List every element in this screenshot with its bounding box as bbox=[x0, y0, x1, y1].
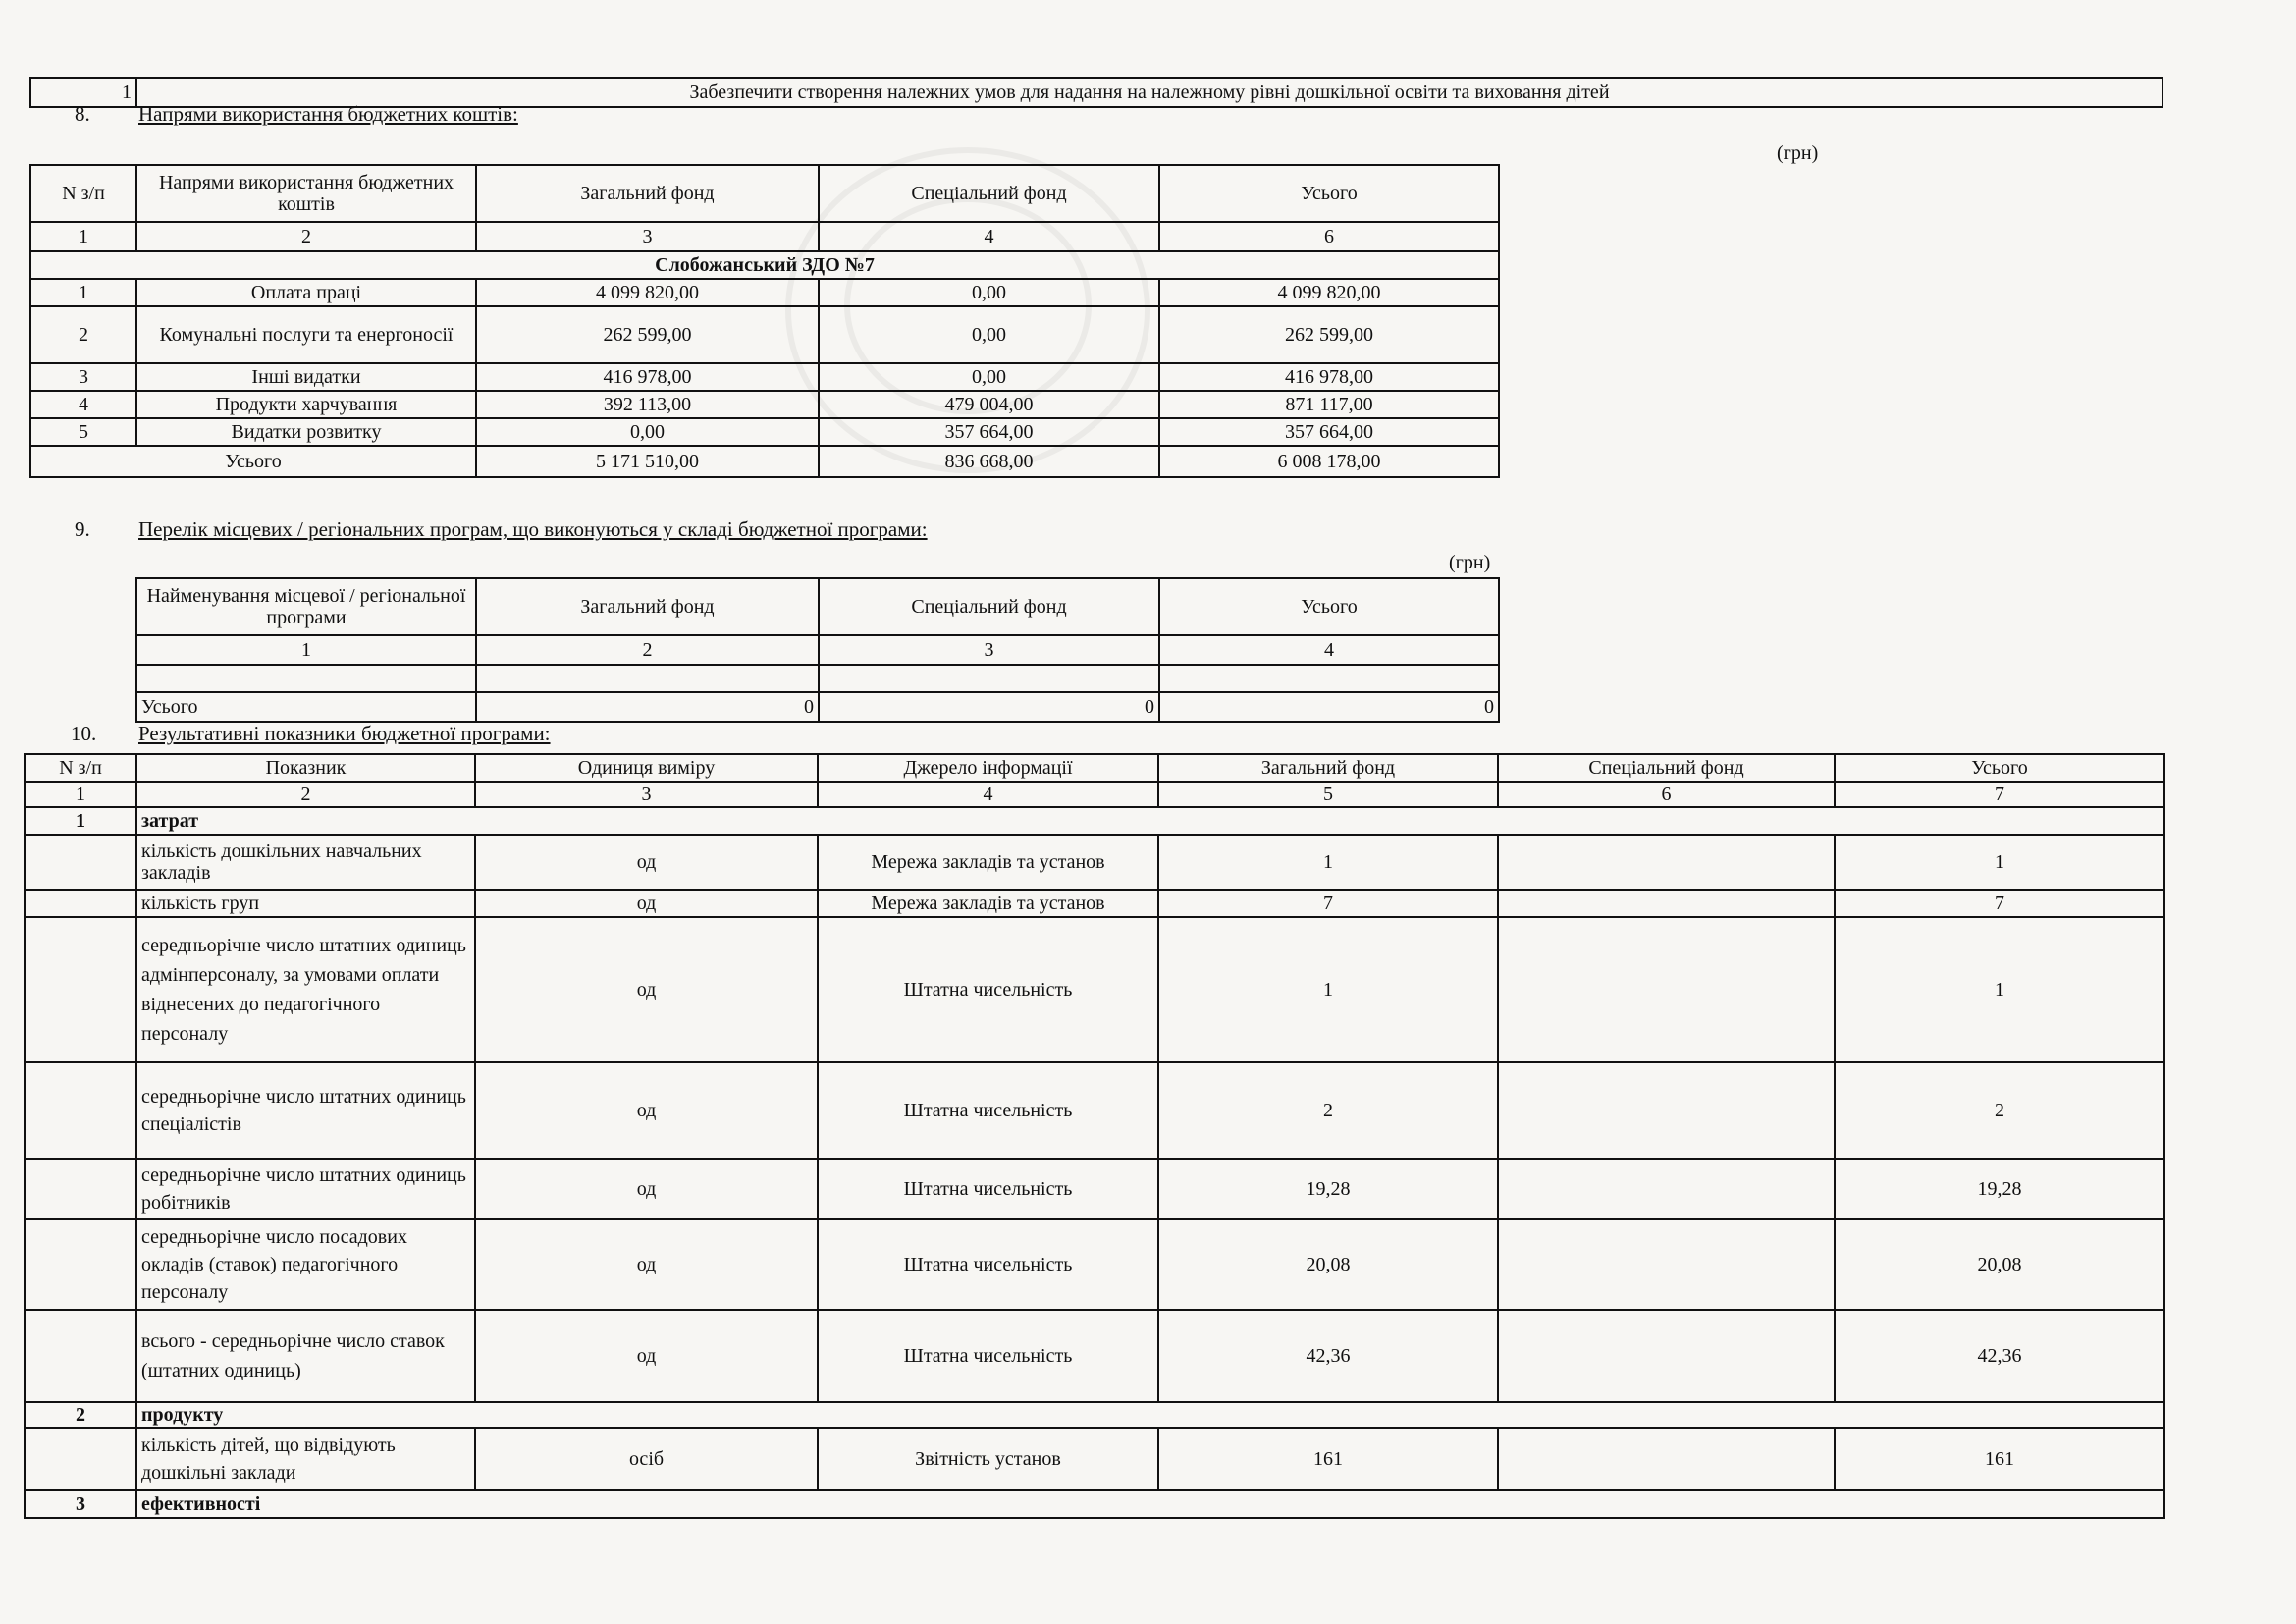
s10-row-total: 7 bbox=[1835, 890, 2164, 917]
table-row-total bbox=[136, 692, 1499, 722]
s10-group-num: 1 bbox=[25, 807, 136, 835]
s10-row-name: середньорічне число посадових окладів (ставок) педагогічного персоналу bbox=[136, 1219, 475, 1310]
s10-row-general: 161 bbox=[1158, 1428, 1498, 1490]
s9-colnum: 4 bbox=[1159, 635, 1499, 665]
s10-row-source: Штатна чисельність bbox=[818, 1310, 1158, 1402]
section9-table bbox=[135, 577, 1500, 723]
s8-row-total: 357 664,00 bbox=[1159, 418, 1499, 446]
s8-row-general: 4 099 820,00 bbox=[476, 279, 819, 306]
empty-cell bbox=[25, 1219, 136, 1310]
s10-row-name: кількість дітей, що відвідують дошкільні заклади bbox=[136, 1428, 475, 1490]
s10-group-title: ефективності bbox=[136, 1490, 2164, 1518]
s10-row-general: 19,28 bbox=[1158, 1159, 1498, 1219]
s10-row-unit: од bbox=[475, 917, 818, 1062]
table-row bbox=[30, 363, 1499, 391]
s10-row-name: середньорічне число штатних одиниць адмінперсоналу, за умовами оплати віднесених до педагогічного персоналу bbox=[136, 917, 475, 1062]
s8-row-special: 0,00 bbox=[819, 306, 1159, 363]
s9-header-general: Загальний фонд bbox=[476, 578, 819, 635]
s10-row-name: всього - середньорічне число ставок (штатних одиниць) bbox=[136, 1310, 475, 1402]
empty-cell bbox=[136, 665, 476, 692]
s9-total-total: 0 bbox=[1159, 692, 1499, 722]
section10-table bbox=[24, 753, 2165, 1519]
table-row bbox=[25, 890, 2164, 917]
section9-unit: (грн) bbox=[1449, 552, 1491, 573]
s10-row-special bbox=[1498, 917, 1835, 1062]
s8-row-total: 4 099 820,00 bbox=[1159, 279, 1499, 306]
s8-row-special: 0,00 bbox=[819, 363, 1159, 391]
empty-cell bbox=[25, 1159, 136, 1219]
s10-row-name: кількість груп bbox=[136, 890, 475, 917]
s10-row-unit: од bbox=[475, 890, 818, 917]
empty-cell bbox=[819, 665, 1159, 692]
s8-row-num: 2 bbox=[30, 306, 136, 363]
section10-title: Результативні показники бюджетної програми: bbox=[138, 722, 551, 745]
s8-row-num: 5 bbox=[30, 418, 136, 446]
s8-row-num: 4 bbox=[30, 391, 136, 418]
s10-row-special bbox=[1498, 835, 1835, 890]
table-row bbox=[30, 306, 1499, 363]
empty-cell bbox=[1159, 665, 1499, 692]
s10-header-indicator: Показник bbox=[136, 754, 475, 782]
table-row bbox=[25, 1062, 2164, 1159]
s8-total-general: 5 171 510,00 bbox=[476, 446, 819, 477]
s10-row-special bbox=[1498, 1428, 1835, 1490]
s8-row-name: Продукти харчування bbox=[136, 391, 476, 418]
s9-header-program: Найменування місцевої / регіональної програми bbox=[136, 578, 476, 635]
top-row-num: 1 bbox=[30, 78, 136, 107]
s10-header-general: Загальний фонд bbox=[1158, 754, 1498, 782]
s8-row-general: 392 113,00 bbox=[476, 391, 819, 418]
s10-row-source: Звітність установ bbox=[818, 1428, 1158, 1490]
s10-row-source: Мережа закладів та установ bbox=[818, 835, 1158, 890]
top-row-text: Забезпечити створення належних умов для надання на належному рівні дошкільної освіти та виховання дітей bbox=[136, 78, 2163, 107]
empty-cell bbox=[25, 917, 136, 1062]
s9-total-label: Усього bbox=[136, 692, 476, 722]
s8-row-total: 262 599,00 bbox=[1159, 306, 1499, 363]
s10-row-general: 1 bbox=[1158, 835, 1498, 890]
s10-row-special bbox=[1498, 1310, 1835, 1402]
s10-colnum: 4 bbox=[818, 782, 1158, 807]
s8-row-total: 416 978,00 bbox=[1159, 363, 1499, 391]
s10-colnum: 7 bbox=[1835, 782, 2164, 807]
s8-row-general: 416 978,00 bbox=[476, 363, 819, 391]
s9-colnum: 2 bbox=[476, 635, 819, 665]
group-row bbox=[25, 1490, 2164, 1518]
s9-colnum: 1 bbox=[136, 635, 476, 665]
section8-unit: (грн) bbox=[1777, 142, 1819, 164]
s10-row-unit: од bbox=[475, 835, 818, 890]
s8-colnum: 6 bbox=[1159, 222, 1499, 251]
s8-total-total: 6 008 178,00 bbox=[1159, 446, 1499, 477]
s9-header-total: Усього bbox=[1159, 578, 1499, 635]
s10-row-general: 42,36 bbox=[1158, 1310, 1498, 1402]
section8-title: Напрями використання бюджетних коштів: bbox=[138, 102, 518, 126]
empty-cell bbox=[25, 890, 136, 917]
s8-row-general: 262 599,00 bbox=[476, 306, 819, 363]
s10-row-unit: од bbox=[475, 1219, 818, 1310]
table-row bbox=[30, 279, 1499, 306]
s8-row-name: Інші видатки bbox=[136, 363, 476, 391]
empty-cell bbox=[25, 1062, 136, 1159]
s10-colnum: 2 bbox=[136, 782, 475, 807]
s10-colnum: 3 bbox=[475, 782, 818, 807]
s8-row-name: Оплата праці bbox=[136, 279, 476, 306]
s10-row-source: Штатна чисельність bbox=[818, 1159, 1158, 1219]
s10-row-special bbox=[1498, 1159, 1835, 1219]
s8-colnum: 1 bbox=[30, 222, 136, 251]
s10-header-num: N з/п bbox=[25, 754, 136, 782]
s9-colnum: 3 bbox=[819, 635, 1159, 665]
s8-total-special: 836 668,00 bbox=[819, 446, 1159, 477]
s10-row-source: Мережа закладів та установ bbox=[818, 890, 1158, 917]
section8-table bbox=[29, 164, 1500, 478]
s8-row-name: Комунальні послуги та енергоносії bbox=[136, 306, 476, 363]
table-row bbox=[25, 917, 2164, 1062]
s10-row-source: Штатна чисельність bbox=[818, 1219, 1158, 1310]
empty-cell bbox=[25, 1310, 136, 1402]
s10-group-title: продукту bbox=[136, 1402, 2164, 1428]
s10-header-source: Джерело інформації bbox=[818, 754, 1158, 782]
s10-row-general: 1 bbox=[1158, 917, 1498, 1062]
s8-row-special: 357 664,00 bbox=[819, 418, 1159, 446]
s10-row-name: кількість дошкільних навчальних закладів bbox=[136, 835, 475, 890]
s10-row-total: 161 bbox=[1835, 1428, 2164, 1490]
s10-group-num: 2 bbox=[25, 1402, 136, 1428]
s10-row-general: 20,08 bbox=[1158, 1219, 1498, 1310]
s8-colnum: 2 bbox=[136, 222, 476, 251]
s10-header-special: Спеціальний фонд bbox=[1498, 754, 1835, 782]
table-row bbox=[25, 1159, 2164, 1219]
s10-row-unit: осіб bbox=[475, 1428, 818, 1490]
s8-header-general: Загальний фонд bbox=[476, 165, 819, 222]
s8-group-title: Слобожанський ЗДО №7 bbox=[30, 251, 1499, 279]
s8-row-total: 871 117,00 bbox=[1159, 391, 1499, 418]
s10-header-unit: Одиниця виміру bbox=[475, 754, 818, 782]
s10-row-general: 2 bbox=[1158, 1062, 1498, 1159]
section10-number: 10. bbox=[71, 722, 97, 745]
s10-colnum: 5 bbox=[1158, 782, 1498, 807]
s10-row-unit: од bbox=[475, 1310, 818, 1402]
s8-header-direction: Напрями використання бюджетних коштів bbox=[136, 165, 476, 222]
s10-row-total: 1 bbox=[1835, 917, 2164, 1062]
group-row bbox=[25, 1402, 2164, 1428]
s10-row-name: середньорічне число штатних одиниць робітників bbox=[136, 1159, 475, 1219]
s9-total-general: 0 bbox=[476, 692, 819, 722]
s8-row-special: 479 004,00 bbox=[819, 391, 1159, 418]
s10-row-special bbox=[1498, 890, 1835, 917]
table-row bbox=[25, 1219, 2164, 1310]
s10-row-source: Штатна чисельність bbox=[818, 917, 1158, 1062]
s10-row-special bbox=[1498, 1062, 1835, 1159]
s10-row-total: 2 bbox=[1835, 1062, 2164, 1159]
s10-row-name: середньорічне число штатних одиниць спеціалістів bbox=[136, 1062, 475, 1159]
s8-colnum: 3 bbox=[476, 222, 819, 251]
s8-row-name: Видатки розвитку bbox=[136, 418, 476, 446]
s10-row-total: 20,08 bbox=[1835, 1219, 2164, 1310]
s8-header-num: N з/п bbox=[30, 165, 136, 222]
s10-row-total: 19,28 bbox=[1835, 1159, 2164, 1219]
s10-group-num: 3 bbox=[25, 1490, 136, 1518]
s8-header-total: Усього bbox=[1159, 165, 1499, 222]
empty-cell bbox=[25, 835, 136, 890]
s8-header-special: Спеціальний фонд bbox=[819, 165, 1159, 222]
empty-cell bbox=[476, 665, 819, 692]
empty-cell bbox=[25, 1428, 136, 1490]
s8-row-special: 0,00 bbox=[819, 279, 1159, 306]
table-row bbox=[30, 418, 1499, 446]
s10-row-special bbox=[1498, 1219, 1835, 1310]
table-row-total bbox=[30, 446, 1499, 477]
s8-total-label: Усього bbox=[30, 446, 476, 477]
group-row bbox=[25, 807, 2164, 835]
s10-row-general: 7 bbox=[1158, 890, 1498, 917]
table-row bbox=[30, 391, 1499, 418]
s9-header-special: Спеціальний фонд bbox=[819, 578, 1159, 635]
s9-total-special: 0 bbox=[819, 692, 1159, 722]
s8-row-general: 0,00 bbox=[476, 418, 819, 446]
s10-row-total: 42,36 bbox=[1835, 1310, 2164, 1402]
table-row bbox=[25, 835, 2164, 890]
s10-colnum: 1 bbox=[25, 782, 136, 807]
table-row-empty bbox=[136, 665, 1499, 692]
s10-row-total: 1 bbox=[1835, 835, 2164, 890]
s10-row-unit: од bbox=[475, 1062, 818, 1159]
s10-row-source: Штатна чисельність bbox=[818, 1062, 1158, 1159]
s8-colnum: 4 bbox=[819, 222, 1159, 251]
table-row bbox=[25, 1428, 2164, 1490]
s8-row-num: 1 bbox=[30, 279, 136, 306]
table-row bbox=[25, 1310, 2164, 1402]
section8-number: 8. bbox=[75, 102, 90, 126]
s10-colnum: 6 bbox=[1498, 782, 1835, 807]
s10-row-unit: од bbox=[475, 1159, 818, 1219]
section9-title: Перелік місцевих / регіональних програм, що виконуються у складі бюджетної програми: bbox=[138, 517, 928, 541]
s10-header-total: Усього bbox=[1835, 754, 2164, 782]
section9-number: 9. bbox=[75, 517, 90, 541]
s8-row-num: 3 bbox=[30, 363, 136, 391]
s10-group-title: затрат bbox=[136, 807, 2164, 835]
